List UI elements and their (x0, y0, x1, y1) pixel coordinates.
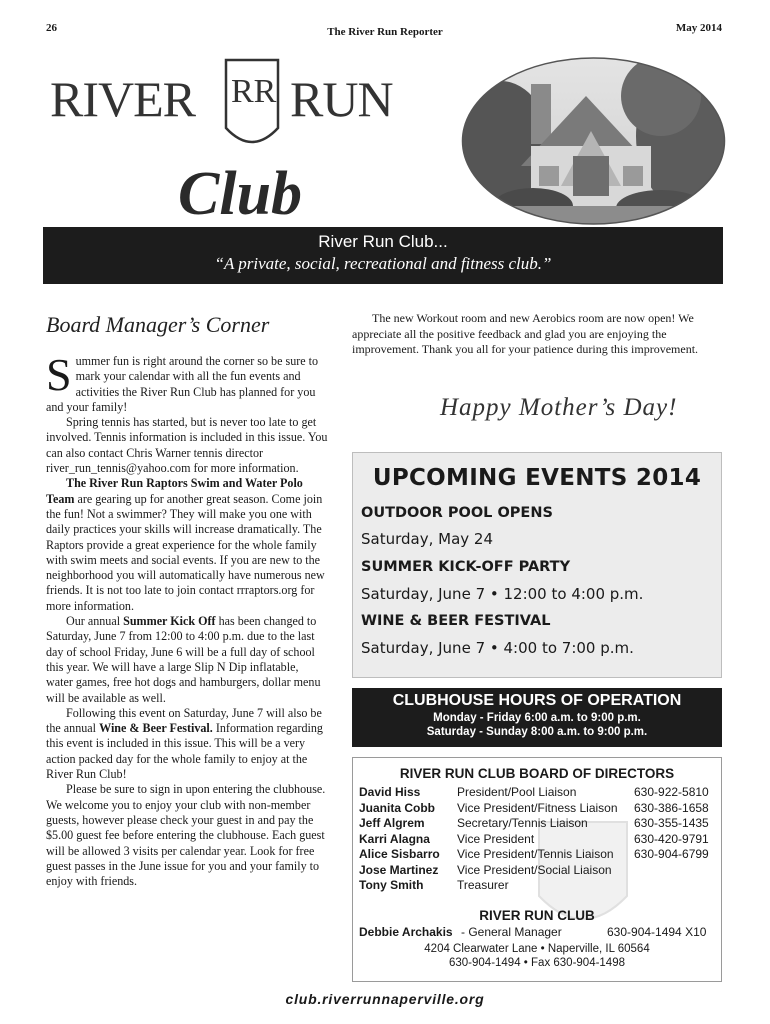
member-role: Vice President/Fitness Liaison (457, 800, 618, 815)
member-name: Tony Smith (359, 878, 424, 892)
member-role: Treasurer (457, 878, 509, 892)
article-paragraph: Our annual Summer Kick Off has been changed to Saturday, June 7 from 12:00 to 4:00 p.m. due to the last day of school Friday, June 6 will be a full day of school this year. We will have a large Slip N Dip inflatable, water games, free hot dogs and hamburgers, dollar menu will be available as well. (46, 614, 321, 705)
hours-weekday: Monday - Friday 6:00 a.m. to 9:00 p.m. (433, 712, 641, 724)
page-number: 26 (46, 22, 57, 34)
logo-monogram: RR (231, 73, 277, 110)
workout-room-note: The new Workout room and new Aerobics room are now open! We appreciate all the positive feedback and glad you are enjoying the improvement. Thank you all for your patience during this improvement. (352, 311, 699, 356)
upcoming-events-box (352, 452, 722, 678)
member-phone: 630-922-5810 (634, 785, 709, 799)
board-member-list (353, 785, 721, 894)
logo-script: Club (178, 160, 303, 226)
event-date: Saturday, June 7 • 12:00 to 4:00 p.m. (361, 585, 644, 603)
member-name: Jeff Algrem (359, 816, 425, 830)
member-phone: 630-420-9791 (634, 831, 709, 846)
board-member-row (353, 816, 721, 832)
event-date: Saturday, May 24 (361, 530, 493, 548)
banner-tagline: “A private, social, recreational and fitness club.” (214, 254, 552, 273)
mothers-day-greeting: Happy Mother’s Day! (440, 394, 678, 421)
article-paragraph: Summer fun is right around the corner so be sure to mark your calendar with all the fun events and activities the River Run Club has planned for you and your family! (46, 349, 319, 414)
dropcap: S (46, 349, 72, 400)
section-title: Board Manager’s Corner (46, 312, 270, 337)
hours-weekend: Saturday - Sunday 8:00 a.m. to 9:00 p.m. (426, 726, 648, 738)
member-name: Juanita Cobb (359, 800, 436, 815)
gm-name: Debbie Archakis (359, 924, 453, 939)
board-member-row (353, 847, 721, 863)
article-paragraph: Spring tennis has started, but is never too late to get involved. Tennis information is included in this issue. You can also contact Chris Warner tennis director river_run_tennis@yahoo.com for more information. (46, 415, 328, 476)
article-paragraph: Please be sure to sign in upon entering the clubhouse. We welcome you to enjoy your club with non-member guests, however please check your guest in and pay the $5.00 guest fee before entering the clubhouse. Each guest will be allowed 3 visits per calendar year. Look for free guest passes in the June issue for you and your family to enjoy with friends. (46, 782, 326, 889)
article-paragraph: The River Run Raptors Swim and Water Polo Team are gearing up for another great season. Come join the fun! Not a swimmer? They will make you one with daily practices your skills will increase dramatically. The Raptors provide a great experience for the whole family with swim meets and social events. If you are new to the neighborhood you will automatically have numerous new friends. It is not too late to join contact rrraptors.org for more information. (46, 476, 325, 613)
publication-title: The River Run Reporter (327, 26, 443, 38)
event-name: OUTDOOR POOL OPENS (361, 505, 553, 521)
board-member-row (353, 878, 721, 894)
board-member-row (353, 832, 721, 848)
club-contact-title: RIVER RUN CLUB (479, 907, 595, 923)
board-manager-corner (46, 312, 328, 889)
board-member-row (353, 801, 721, 817)
general-manager-row (353, 925, 721, 941)
club-banner (43, 227, 723, 284)
club-website-link[interactable]: club.riverrunnaperville.org (285, 991, 485, 1007)
board-of-directors-box (352, 757, 722, 982)
gm-phone: 630-904-1494 X10 (607, 924, 707, 939)
logo-word-right: RUN (290, 71, 393, 127)
board-title: RIVER RUN CLUB BOARD OF DIRECTORS (399, 766, 675, 781)
member-role: Vice President/Tennis Liaison (457, 847, 614, 861)
member-phone: 630-386-1658 (634, 800, 709, 815)
member-phone: 630-355-1435 (634, 816, 709, 830)
issue-date: May 2014 (675, 22, 722, 34)
events-title: UPCOMING EVENTS 2014 (372, 465, 702, 491)
event-name: WINE & BEER FESTIVAL (361, 613, 551, 629)
club-phone-fax: 630-904-1494 • Fax 630-904-1498 (448, 956, 625, 969)
article-paragraph: Following this event on Saturday, June 7 will also be the annual Wine & Beer Festival. Information regarding this event is included in this issue. This will be a very action packed day for the whole family to enjoy at the River Run Club! (46, 705, 323, 782)
member-role: President/Pool Liaison (457, 785, 577, 799)
member-name: Karri Alagna (359, 831, 430, 846)
event-date: Saturday, June 7 • 4:00 to 7:00 p.m. (361, 639, 634, 657)
clubhouse-photo (461, 56, 726, 226)
logo-word-left: RIVER (50, 71, 195, 127)
member-phone: 630-904-6799 (634, 847, 709, 861)
event-name: SUMMER KICK-OFF PARTY (361, 559, 571, 575)
gm-role: - General Manager (461, 924, 562, 939)
hours-title: CLUBHOUSE HOURS OF OPERATION (392, 692, 682, 709)
member-role: Secretary/Tennis Liaison (457, 816, 588, 830)
member-name: Jose Martinez (359, 862, 439, 877)
member-role: Vice President/Social Liaison (457, 862, 612, 877)
clubhouse-hours-box (352, 688, 722, 747)
club-logo (46, 56, 430, 226)
banner-title: River Run Club... (318, 232, 448, 251)
board-member-row (353, 785, 721, 801)
member-name: Alice Sisbarro (359, 847, 440, 861)
member-name: David Hiss (359, 785, 421, 799)
member-role: Vice President (457, 831, 535, 846)
club-address: 4204 Clearwater Lane • Naperville, IL 60564 (424, 942, 650, 955)
board-member-row (353, 863, 721, 879)
